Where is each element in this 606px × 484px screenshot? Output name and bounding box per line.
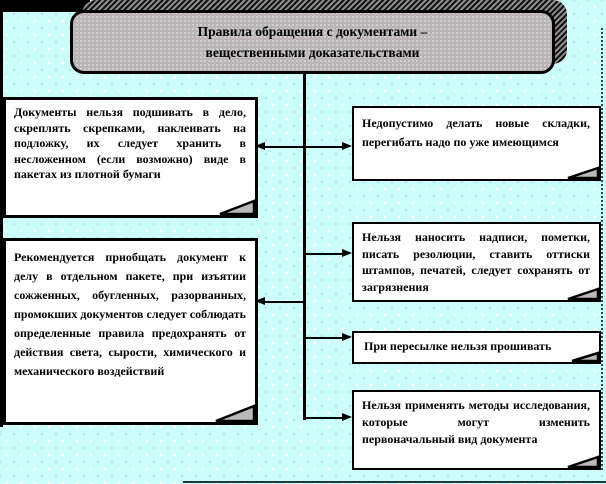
rule-box-no-destructive-methods <box>352 390 601 470</box>
connector-branch-1 <box>262 146 344 148</box>
connector-trunk <box>303 72 306 420</box>
folded-corner-icon <box>214 404 256 423</box>
rule-text: Нельзя применять методы исследования, которые могут изменить первоначальный вид документа <box>362 398 590 446</box>
title-box <box>70 10 555 74</box>
connector-branch-4 <box>306 337 344 339</box>
frame-right-border <box>601 28 603 470</box>
connector-branch-2 <box>306 253 344 255</box>
rule-box-documents-storage <box>3 97 258 218</box>
rule-box-no-new-folds <box>352 106 601 181</box>
connector-branch-3 <box>262 301 306 303</box>
frame-top-border <box>0 0 90 12</box>
folded-corner-icon <box>566 287 600 301</box>
rule-text: Недопустимо делать новые складки, перегибать надо по уже имеющимся <box>362 116 590 149</box>
arrowhead-right-icon <box>342 333 352 341</box>
rule-box-no-stitching <box>352 331 601 364</box>
rule-text: Рекомендуется приобщать документ к делу в отдельном пакете, при изъятии сожженных, обугленных, разорванных, промокших документов следует соблюдать определенные правила предохранять от действия света, сырости, химического и механического воздействий <box>14 250 246 378</box>
rule-text: Документы нельзя подшивать в дело, скреплять скрепками, наклеивать на подложку, их следует хранить в несложенном (если возможно) виде в пакетах из плотной бумаги <box>14 105 246 181</box>
folded-corner-icon <box>566 166 600 180</box>
title-line-1: Правила обращения с документами – <box>197 24 428 39</box>
title-line-2: вещественными доказательствами <box>205 45 420 60</box>
rule-text: Нельзя наносить надписи, пометки, писать резолюции, ставить оттиски штампов, печатей, следует сохранять от загрязнения <box>362 230 590 294</box>
connector-branch-5 <box>306 417 344 419</box>
arrowhead-right-icon <box>342 249 352 257</box>
folded-corner-icon <box>570 351 600 363</box>
rule-box-attach-to-case <box>3 238 258 425</box>
folded-corner-icon <box>218 199 256 216</box>
arrowhead-right-icon <box>342 142 352 150</box>
folded-corner-icon <box>566 455 600 469</box>
rule-text: При пересылке нельзя прошивать <box>364 339 552 353</box>
arrowhead-right-icon <box>342 413 352 421</box>
frame-bottom-border <box>183 481 606 483</box>
rule-box-no-marks <box>352 222 601 302</box>
